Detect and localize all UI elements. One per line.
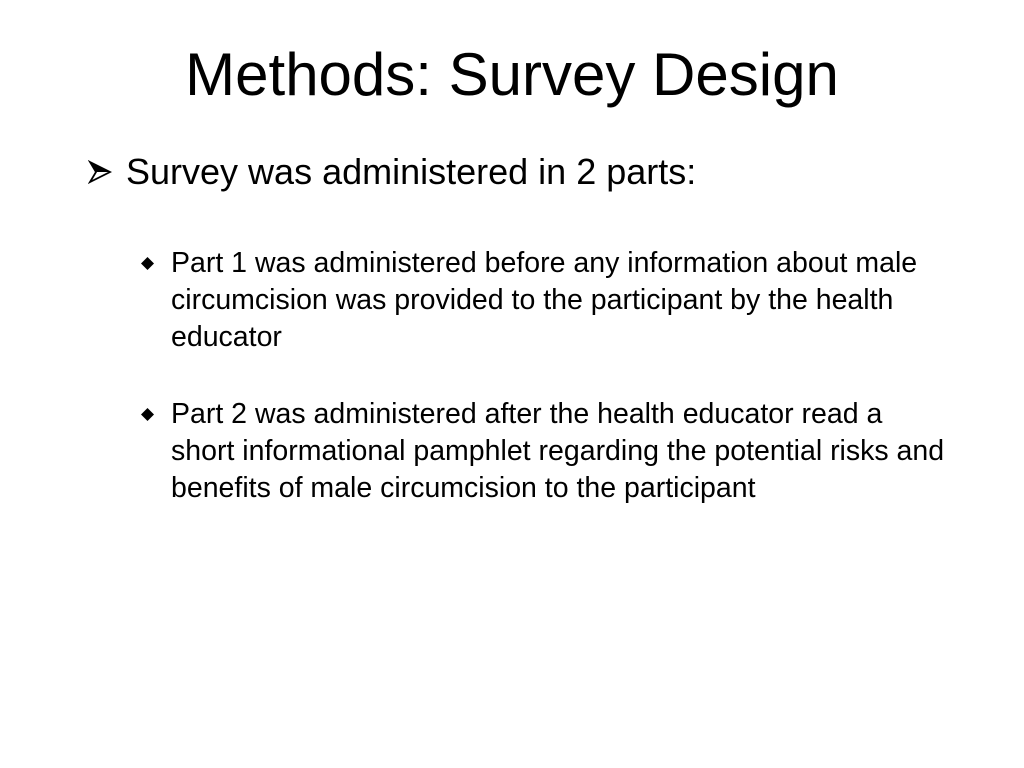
main-bullet-text: Survey was administered in 2 parts: [126, 151, 697, 192]
sub-bullet-list [138, 245, 958, 507]
sub-bullet-point [138, 396, 958, 507]
arrow-bullet-icon [88, 151, 126, 193]
diamond-bullet-icon [138, 245, 171, 282]
diamond-bullet-icon [138, 396, 171, 433]
sub-bullet-text: Part 1 was administered before any information about male circumcision was provided to the participant by the health educator [171, 247, 918, 353]
sub-bullet-point [138, 245, 958, 356]
sub-bullet-text: Part 2 was administered after the health educator read a short informational pamphlet regarding the potential risks and benefits of male circumcision to the participant [171, 398, 945, 504]
main-bullet-point [88, 151, 968, 193]
slide-title: Methods: Survey Design [185, 41, 839, 108]
